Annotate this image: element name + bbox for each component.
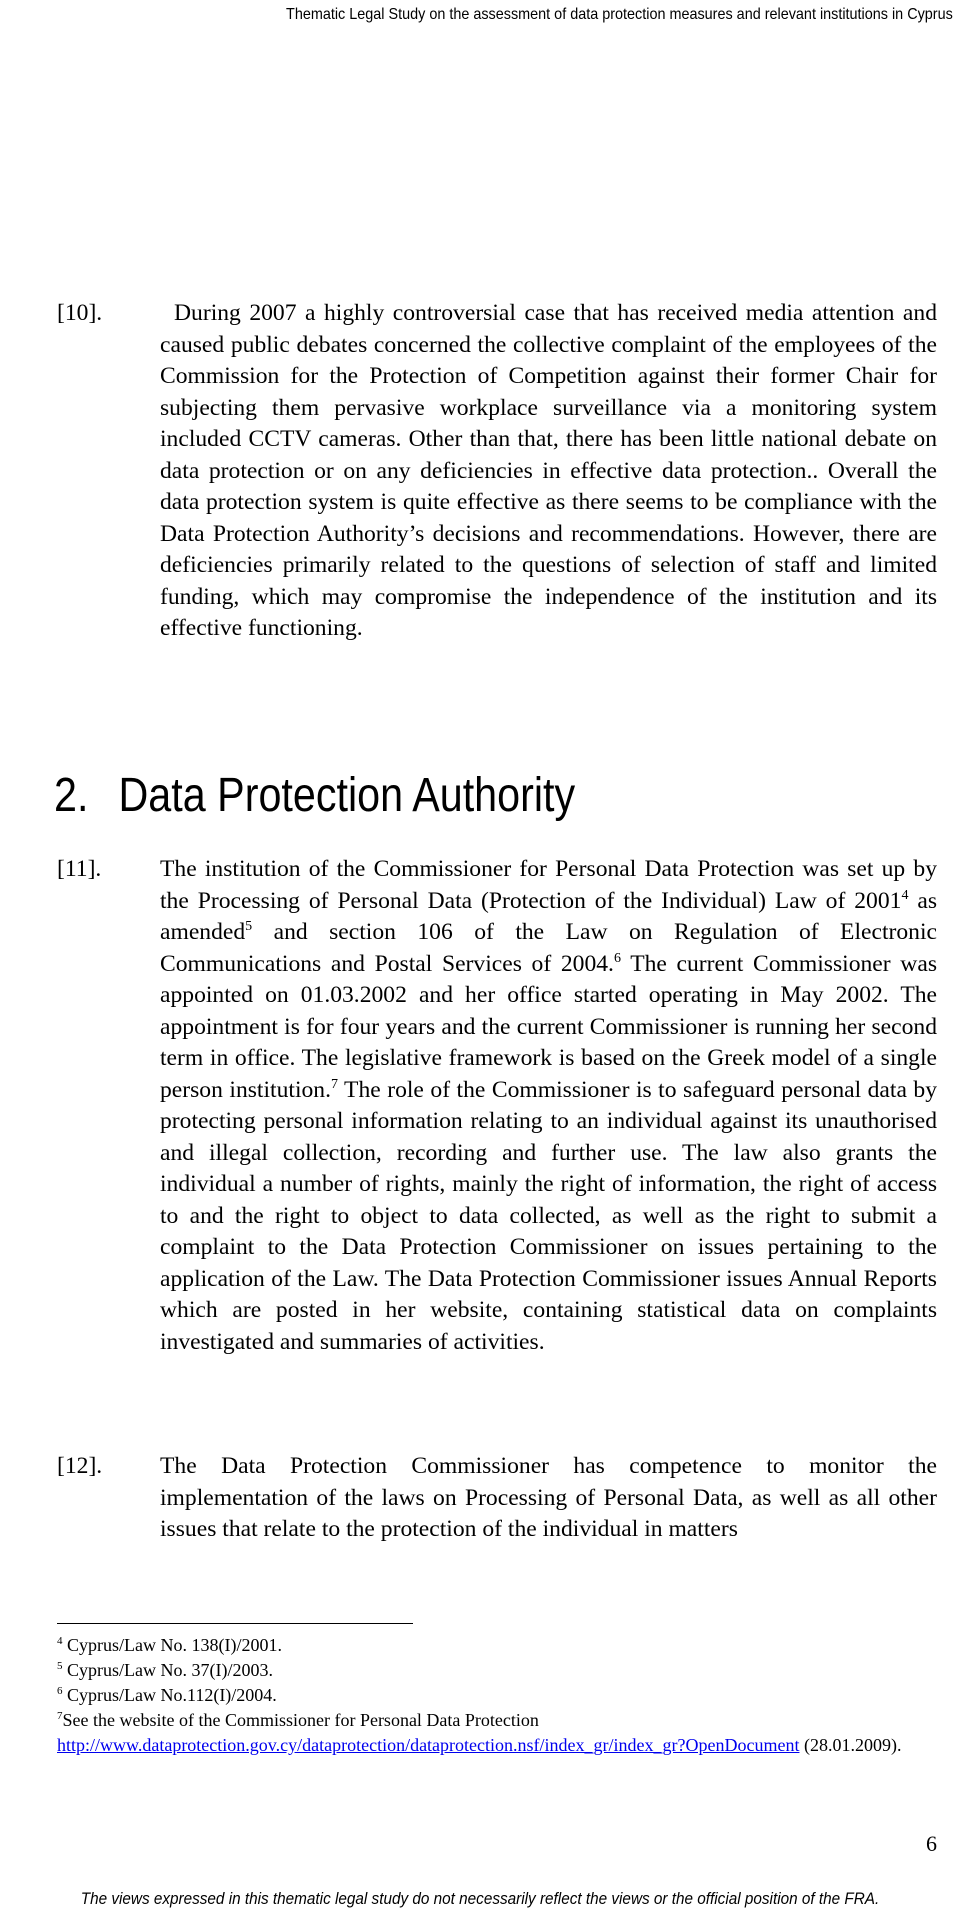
text-segment: The institution of the Commissioner for Personal Data Protection was set up by the Processing of Personal Data (Protection of the Individual) Law of 2001 — [160, 856, 937, 914]
disclaimer-footer: The views expressed in this thematic legal study do not necessarily reflect the views or the official position of the FRA. — [80, 1889, 880, 1908]
footnote-7 — [57, 1708, 937, 1758]
footnote-text: Cyprus/Law No. 138(I)/2001. — [62, 1635, 282, 1655]
paragraph-text: During 2007 a highly controversial case that has received media attention and caused public debates concerned the collective complaint of the employees of the Commission for the Protection of Competition against their former Chair for subjecting them pervasive workplace surveillance via a monitoring system included CCTV cameras. Other than that, there has been little national debate on data protection or on any deficiencies in effective data protection.. Overall the data protection system is quite effective as there seems to be compliance with the Data Protection Authority’s decisions and recommendations. However, there are deficiencies primarily related to the questions of selection of staff and limited funding, which may compromise the independence of the institution and its effective functioning. — [160, 300, 937, 641]
paragraph-text: The Data Protection Commissioner has competence to monitor the implementation of the laws on Processing of Personal Data, as well as all other issues that relate to the protection of the individual in matters — [160, 1453, 937, 1542]
footnote-mark: 6 — [57, 1685, 63, 1697]
paragraph-number: [10]. — [57, 300, 103, 326]
paragraph-11 — [57, 854, 937, 1358]
footnote-text: See the website of the Commissioner for Personal Data Protection — [62, 1710, 539, 1730]
commissioner-website-link[interactable]: http://www.dataprotection.gov.cy/dataprotection/dataprotection.nsf/index_gr/index_gr?OpenDocument — [57, 1735, 800, 1755]
footnote-text: Cyprus/Law No. 37(I)/2003. — [62, 1660, 273, 1680]
section-number: 2. — [54, 769, 89, 822]
paragraph-12 — [57, 1451, 937, 1546]
section-title: Data Protection Authority — [118, 769, 576, 822]
paragraph-number: [11]. — [57, 856, 102, 882]
text-segment: as amended — [160, 887, 938, 945]
section-heading — [54, 768, 575, 824]
footnote-mark: 7 — [57, 1710, 63, 1722]
footnote-text: Cyprus/Law No.112(I)/2004. — [62, 1685, 277, 1705]
footnote-separator — [57, 1623, 413, 1624]
footnote-date: (28.01.2009). — [799, 1735, 902, 1755]
footnote-ref-6: 6 — [613, 950, 621, 966]
paragraph-number: [12]. — [57, 1453, 103, 1479]
text-segment: and section 106 of the Law on Regulation of Electronic Communications and Postal Services of 2004. — [160, 919, 937, 977]
footnote-ref-4: 4 — [901, 887, 909, 903]
footnote-ref-5: 5 — [245, 919, 253, 935]
footnote-4 — [57, 1633, 937, 1658]
running-header: Thematic Legal Study on the assessment of data protection measures and relevant institutions in Cyprus — [286, 6, 953, 23]
footnote-mark: 5 — [57, 1660, 63, 1672]
paragraph-text — [160, 854, 937, 1358]
text-segment: The role of the Commissioner is to safeguard personal data by protecting personal information relating to an individual against its unauthorised and illegal collection, recording and further use. The law also grants the individual a number of rights, mainly the right of information, the right of access to and the right to object to data collected, as well as the right to submit a complaint to the Data Protection Commissioner on issues pertaining to the application of the Law. The Data Protection Commissioner issues Annual Reports which are posted in her website, containing statistical data on complaints investigated and summaries of activities. — [160, 1076, 937, 1355]
paragraph-10 — [57, 298, 937, 645]
text-segment: The current Commissioner was appointed on 01.03.2002 and her office started operating in May 2002. The appointment is for four years and the current Commissioner is running her second term in office. The legislative framework is based on the Greek model of a single person institution. — [160, 950, 937, 1103]
footnote-6 — [57, 1683, 937, 1708]
page-number: 6 — [926, 1831, 937, 1856]
footnote-ref-7: 7 — [331, 1076, 338, 1092]
footnote-5 — [57, 1658, 937, 1683]
footnote-mark: 4 — [57, 1635, 63, 1647]
